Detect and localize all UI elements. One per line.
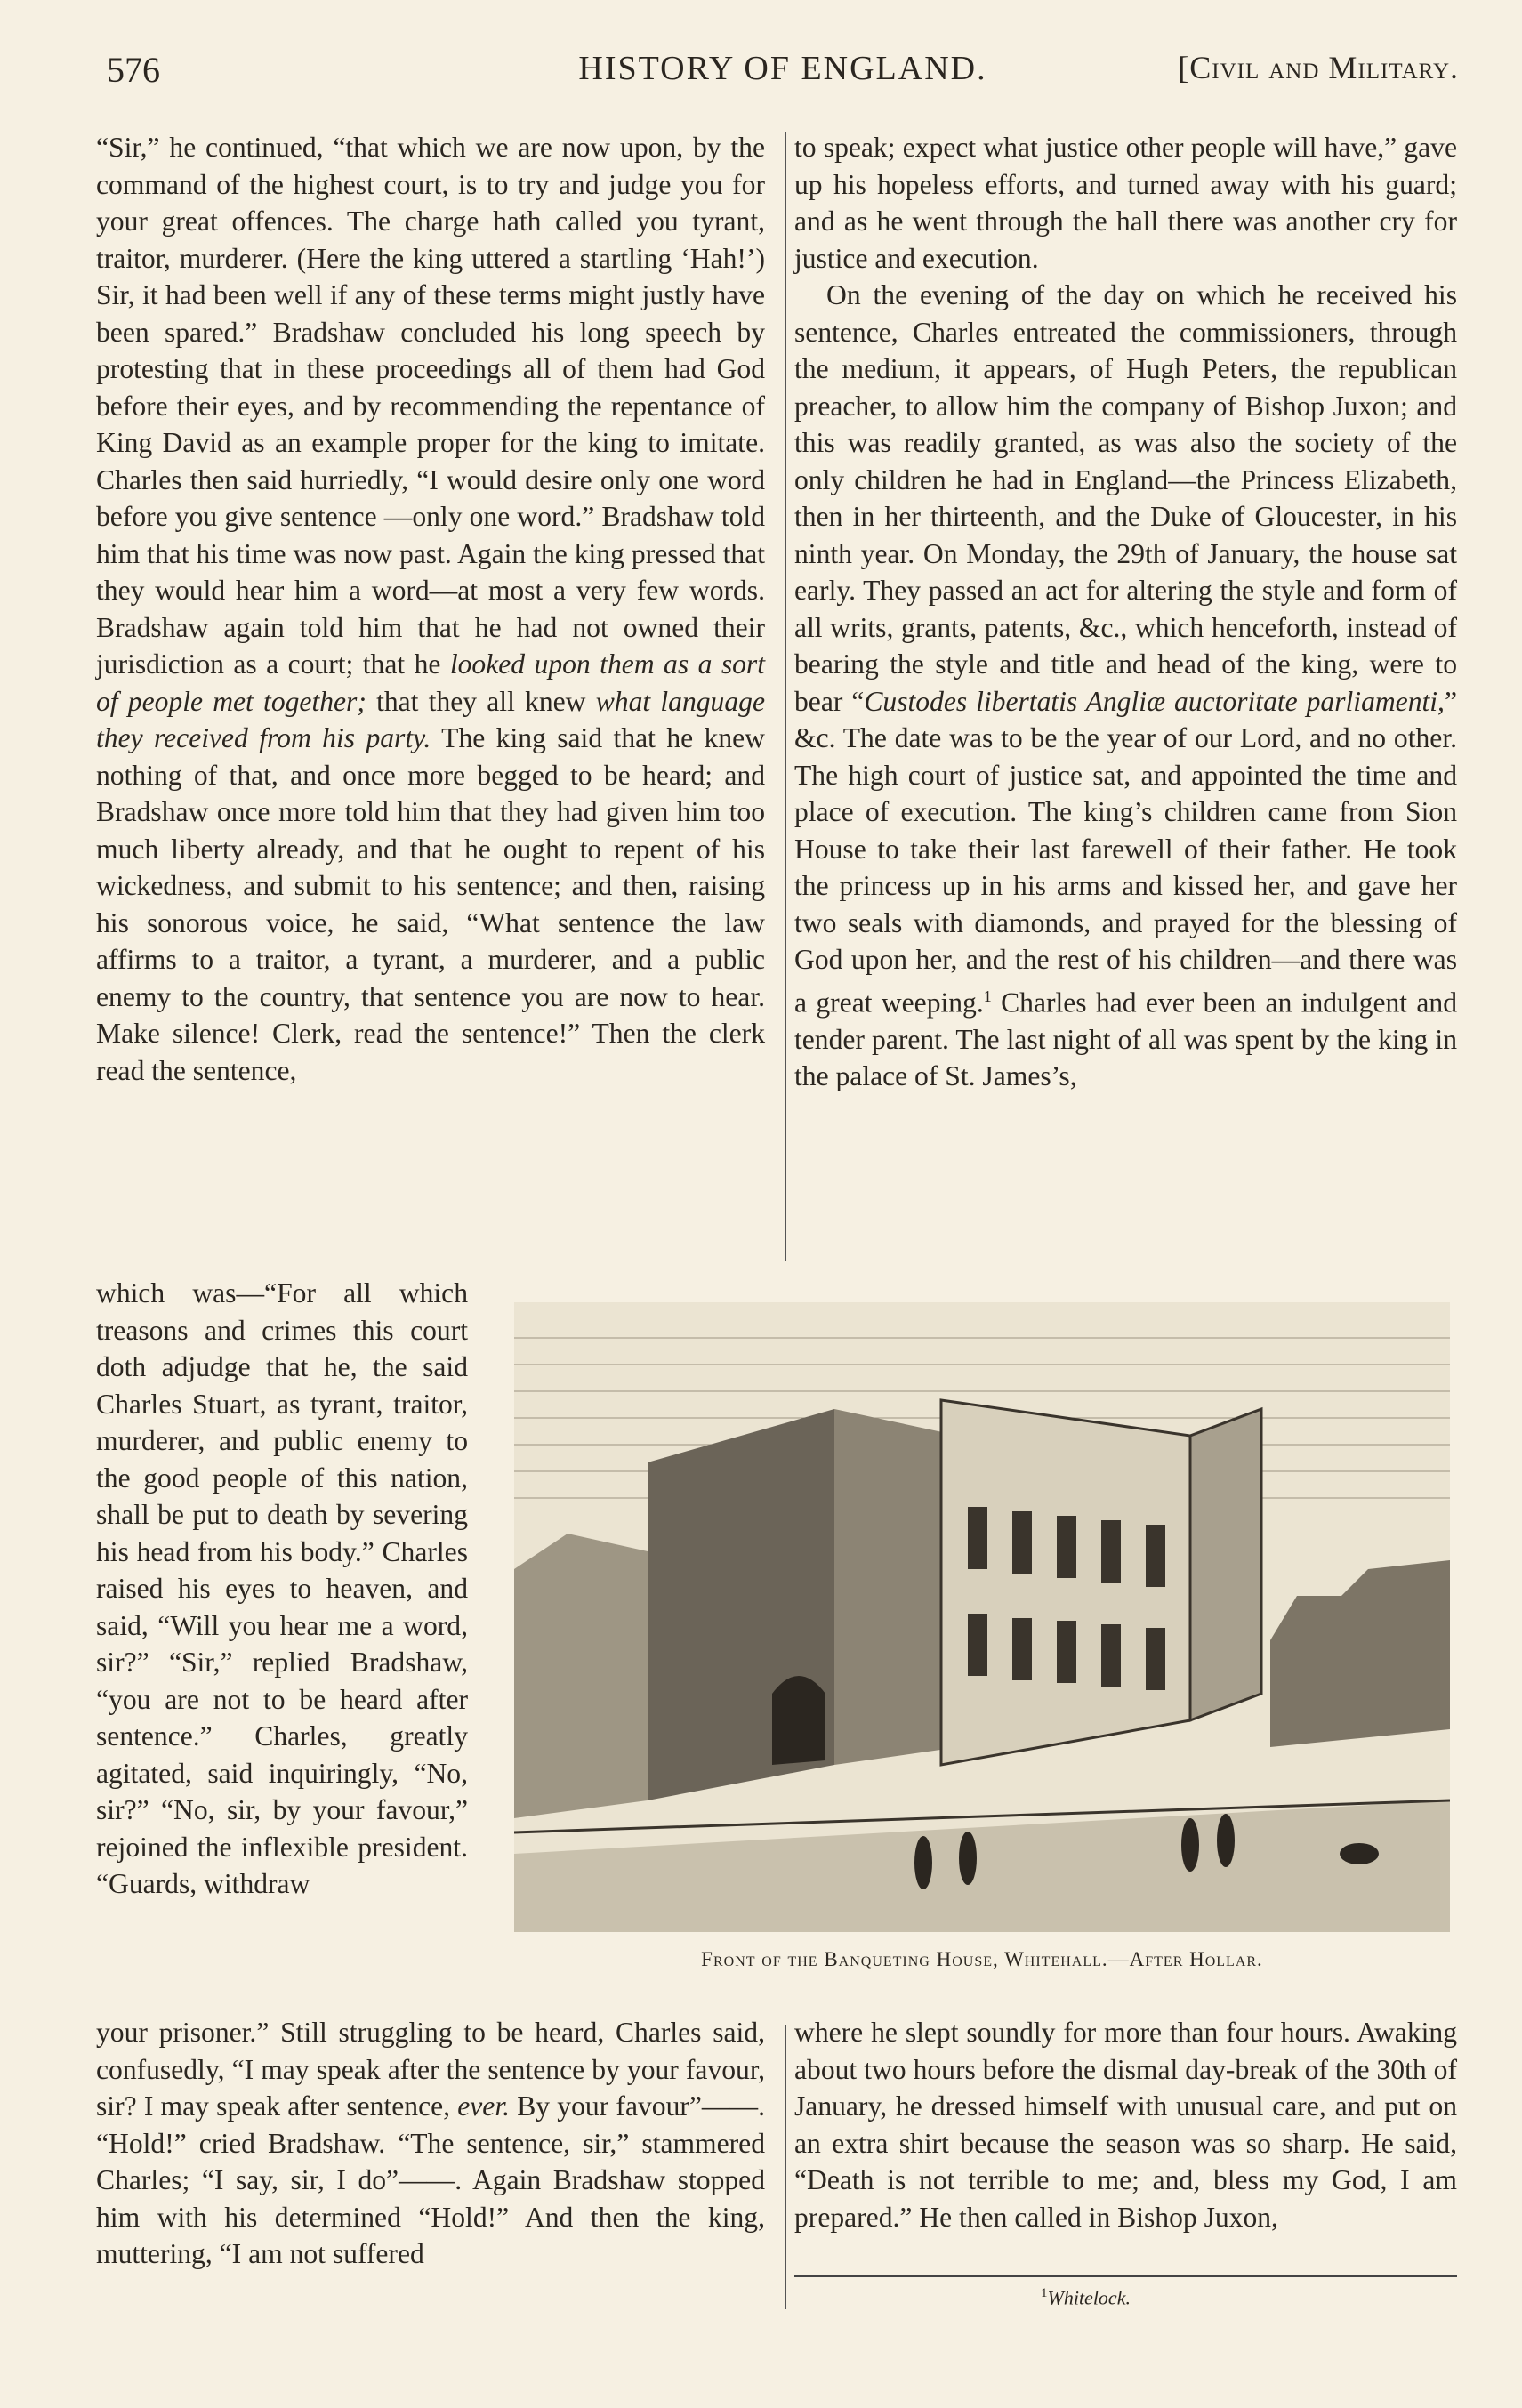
banqueting-house-illustration: [514, 1302, 1450, 1932]
footnote: $^1$Whitelock.: [1041, 2286, 1131, 2309]
footnote-reference: 1: [983, 987, 992, 1005]
page-number: 576: [107, 50, 160, 90]
right-column: [794, 129, 1457, 1095]
figure-caption: Front of the Banqueting House, Whitehall.—After Hollar.: [701, 1948, 1263, 1970]
footnote-rule: [794, 2275, 1457, 2277]
bottom-right-column: [794, 2014, 1457, 2235]
narrow-column: [96, 1275, 468, 1903]
page-header: [107, 49, 1459, 93]
column-divider-top: [785, 132, 786, 1261]
left-paragraph: “Sir,” he continued, “that which we are now upon, by the command of the highest court, is to try and judge you for your great offences. The charge hath called you tyrant, traitor, murderer. (Here the king uttered a startling ‘Hah!’) Sir, it had been well if any of these terms might justly have been spared.” Bradshaw concluded his long speech by protesting that in these proceedings all of them had God before their eyes, and by recommending the repentance of King David as an example proper for the king to imitate. Charles then said hurriedly, “I would desire only one word before you give sentence —only one word.” Bradshaw told him that his time was now past. Again the king pressed that they would hear him a word—at most a very few words. Bradshaw again told him that he had not owned their jurisdiction as a court; that he looked upon them as a sort of people met together; that they all knew what language they received from his party. The king said that he knew nothing of that, and once more begged to be heard; and Bradshaw once more told him that they had given him too much liberty already, and that he ought to repent of his wickedness, and submit to his sentence; and then, raising his sonorous voice, he said, “What sentence the law affirms to a traitor, a tyrant, a murderer, and a public enemy to the country, that sentence you are now to hear. Make silence! Clerk, read the sentence!” Then the clerk read the sentence,: [96, 132, 765, 1086]
engraving-image: [514, 1302, 1450, 1932]
left-column: [96, 129, 765, 1089]
column-divider-bottom: [785, 2025, 786, 2309]
narrow-paragraph: which was—“For all which treasons and crimes this court doth adjudge that he, the said Charles Stuart, as tyrant, traitor, murderer, and public enemy to the good people of this nation, shall be put to death by severing his head from his body.” Charles raised his eyes to heaven, and said, “Will you hear me a word, sir?” “Sir,” replied Bradshaw, “you are not to be heard after sentence.” Charles, greatly agitated, said inquiringly, “No, sir?” “No, sir, by your favour,” rejoined the inflexible president. “Guards, withdraw: [96, 1277, 468, 1899]
bottom-left-paragraph: your prisoner.” Still struggling to be heard, Charles said, confusedly, “I may speak after the sentence by your favour, sir? I may speak after sentence, ever. By your favour”——. “Hold!” cried Bradshaw. “The sentence, sir,” stammered Charles; “I say, sir, I do”——. Again Bradshaw stopped him with his determined “Hold!” And then the king, muttering, “I am not suffered: [96, 2017, 765, 2269]
bottom-right-paragraph: where he slept soundly for more than four hours. Awaking about two hours before the dismal day-break of the 30th of January, he dressed himself with unusual care, and put on an extra shirt because the season was so sharp. He said, “Death is not terrible to me; and, bless my God, I am prepared.” He then called in Bishop Juxon,: [794, 2017, 1457, 2233]
right-paragraph-2: On the evening of the day on which he received his sentence, Charles entreated the commissioners, through the medium, it appears, of Hugh Peters, the republican preacher, to allow him the company of Bishop Juxon; and this was readily granted, as was also the society of the only children he had in England—the Princess Elizabeth, then in her thirteenth, and the Duke of Gloucester, in his ninth year. On Monday, the 29th of January, the house sat early. They passed an act for altering the style and form of all writs, grants, patents, &c., which henceforth, instead of bearing the style and title and head of the king, were to bear “Custodes libertatis Angliæ auctoritate parliamenti,” &c. The date was to be the year of our Lord, and no other. The high court of justice sat, and appointed the time and place of execution. The king’s children came from Sion House to take their last farewell of their father. He took the princess up in his arms and kissed her, and gave her two seals with diamonds, and prayed for the blessing of God upon her, and the rest of his children—and there was a great weeping.$^1$ Charles had ever been an indulgent and tender parent. The last night of all was spent by the king in the palace of St. James’s,: [794, 279, 1457, 1092]
section-label: [Civil and Military.: [1178, 50, 1459, 85]
running-title: HISTORY OF ENGLAND.: [578, 50, 987, 87]
right-paragraph-1: to speak; expect what justice other people will have,” gave up his hopeless efforts, and turned away with his guard; and as he went through the hall there was another cry for justice and execution.: [794, 132, 1457, 274]
bottom-left-column: [96, 2014, 765, 2273]
figure-credit: —After Hollar.: [1107, 1948, 1263, 1970]
